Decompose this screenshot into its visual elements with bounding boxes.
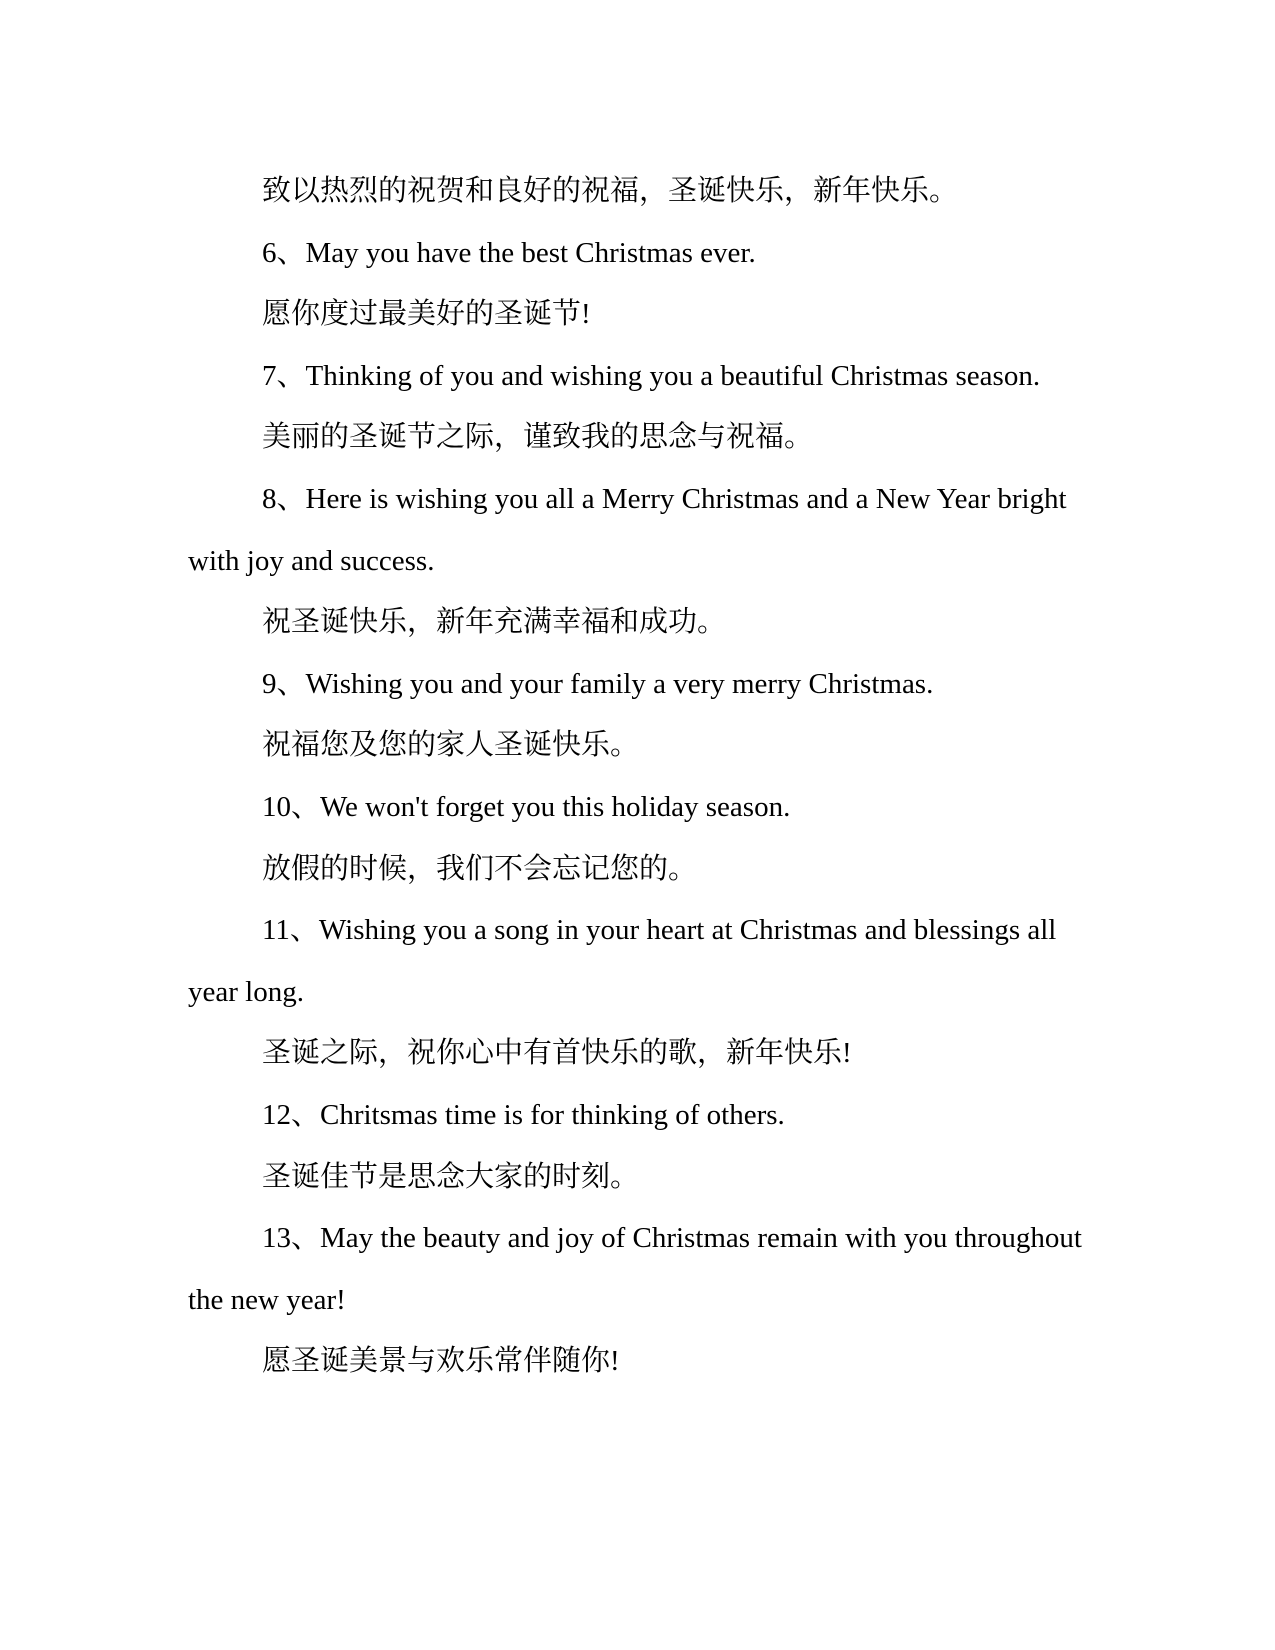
text-line: 8、Here is wishing you all a Merry Christmas and a New Year bright xyxy=(262,482,1067,515)
text-line: 10、We won't forget you this holiday season. xyxy=(262,790,791,823)
text-line: 致以热烈的祝贺和良好的祝福，圣诞快乐，新年快乐。 xyxy=(262,175,959,207)
text-line: 9、Wishing you and your family a very merry Christmas. xyxy=(262,667,934,700)
text-line: 11、Wishing you a song in your heart at Christmas and blessings all xyxy=(262,914,1057,947)
text-line: 6、May you have the best Christmas ever. xyxy=(262,236,756,269)
text-line: 祝福您及您的家人圣诞快乐。 xyxy=(262,729,640,762)
text-line: 13、May the beauty and joy of Christmas remain with you throughout xyxy=(262,1222,1082,1255)
text-line: 圣诞佳节是思念大家的时刻。 xyxy=(262,1160,640,1193)
text-line: the new year! xyxy=(188,1283,346,1316)
text-line: year long. xyxy=(188,975,304,1008)
text-line: 7、Thinking of you and wishing you a beautiful Christmas season. xyxy=(262,359,1041,392)
text-line: 愿你度过最美好的圣诞节! xyxy=(262,298,591,331)
text-line: 12、Chritsmas time is for thinking of others. xyxy=(262,1098,785,1131)
text-line: 祝圣诞快乐，新年充满幸福和成功。 xyxy=(262,606,727,639)
text-line: 愿圣诞美景与欢乐常伴随你! xyxy=(262,1345,620,1378)
text-line: 放假的时候，我们不会忘记您的。 xyxy=(262,852,698,885)
text-line: with joy and success. xyxy=(188,544,435,577)
text-line: 美丽的圣诞节之际，谨致我的思念与祝福。 xyxy=(262,421,814,454)
document-body xyxy=(188,161,1148,1393)
text-line: 圣诞之际，祝你心中有首快乐的歌，新年快乐! xyxy=(262,1037,852,1070)
